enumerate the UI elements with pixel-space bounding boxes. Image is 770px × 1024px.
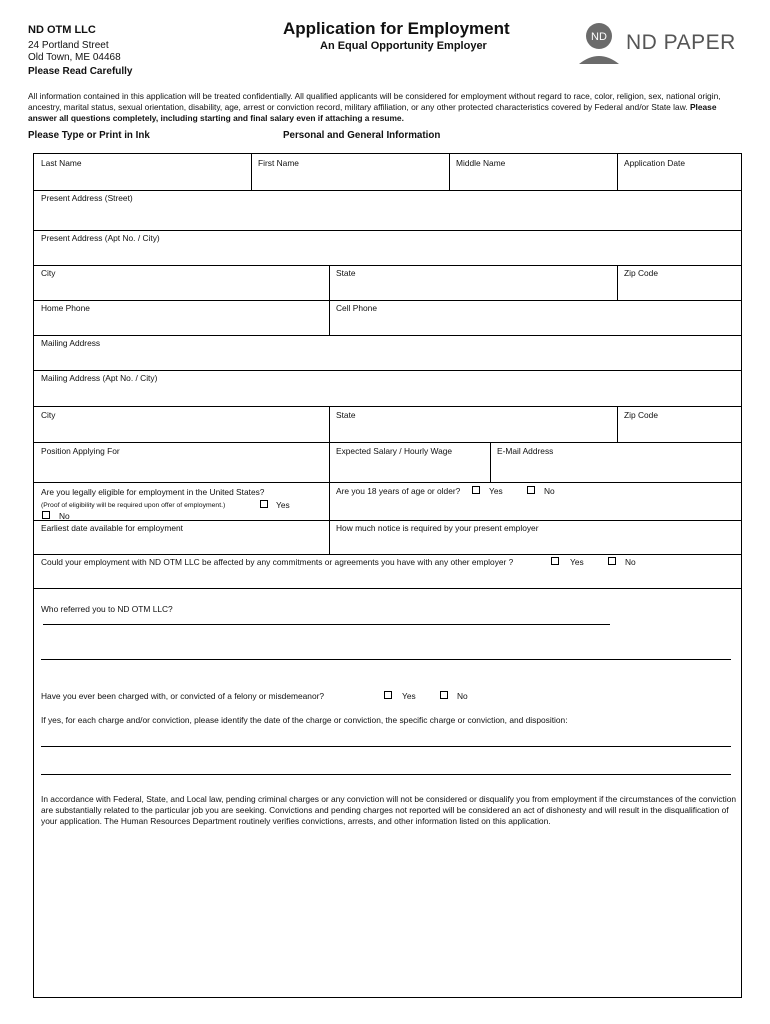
logo-mark-text: ND <box>591 31 607 43</box>
company-address-street: 24 Portland Street <box>28 40 109 51</box>
middle-name-label: Middle Name <box>456 158 506 168</box>
mailing-address-label: Mailing Address <box>41 338 101 348</box>
eligible-yes-label: Yes <box>276 500 290 510</box>
mailing-apt-label: Mailing Address (Apt No. / City) <box>41 373 158 383</box>
referred-line-1[interactable] <box>43 624 610 625</box>
eligible-no-checkbox[interactable] <box>42 511 50 519</box>
felony-followup: If yes, for each charge and/or conviction, please identify the date of the charge or conviction, the specific charge or conviction, and disposition: <box>41 715 568 725</box>
age-yes-checkbox[interactable] <box>472 486 480 494</box>
felony-yes-checkbox[interactable] <box>384 691 392 699</box>
commitments-no-checkbox[interactable] <box>608 557 616 565</box>
eligible-yes-checkbox[interactable] <box>260 500 268 508</box>
felony-no-label: No <box>457 691 468 701</box>
city-label: City <box>41 268 56 278</box>
document-subtitle: An Equal Opportunity Employer <box>320 40 487 52</box>
commitments-no-label: No <box>625 557 636 567</box>
intro-paragraph <box>28 91 740 124</box>
zip-label: Zip Code <box>624 268 658 278</box>
type-print-note: Please Type or Print in Ink <box>28 130 150 141</box>
last-name-label: Last Name <box>41 158 82 168</box>
felony-question: Have you ever been charged with, or convicted of a felony or misdemeanor? <box>41 691 325 701</box>
felony-no-checkbox[interactable] <box>440 691 448 699</box>
read-carefully-note: Please Read Carefully <box>28 66 133 77</box>
email-label: E-Mail Address <box>497 446 554 456</box>
commitments-question: Could your employment with ND OTM LLC be affected by any commitments or agreements you have with any other employer ? <box>41 557 514 567</box>
felony-details-line-1[interactable] <box>41 746 731 747</box>
present-street-label: Present Address (Street) <box>41 193 133 203</box>
eligible-no-label: No <box>59 511 70 521</box>
mailing-city-label: City <box>41 410 56 420</box>
logo-person-icon <box>578 22 620 64</box>
first-name-label: First Name <box>258 158 299 168</box>
mailing-state-label: State <box>336 410 356 420</box>
age-yes-label: Yes <box>489 486 503 496</box>
eligible-question: Are you legally eligible for employment in the United States? <box>41 487 265 497</box>
application-form <box>33 153 742 998</box>
state-label: State <box>336 268 356 278</box>
cell-phone-label: Cell Phone <box>336 303 377 313</box>
commitments-yes-checkbox[interactable] <box>551 557 559 565</box>
application-date-label: Application Date <box>624 158 685 168</box>
felony-yes-label: Yes <box>402 691 416 701</box>
legal-notice: In accordance with Federal, State, and Local law, pending criminal charges or any conviction will not be considered or disqualify you from employment if the circumstances of the conviction are substantially related to the particular job you are seeking. Convictions and pending charges not reported will be considered an act of dishonesty and will result in the disqualification of your application. The Human Resources Department routinely verifies convictions, arrests, and other information listed on this application. <box>41 794 737 826</box>
home-phone-label: Home Phone <box>41 303 90 313</box>
referred-line-2[interactable] <box>41 659 731 660</box>
intro-text: All information contained in this application will be treated confidentially. All qualified applicants will be considered for employment without regard to race, color, religion, sex, national origin, ancestry, marital status, sexual orientation, disability, age, arrest or conviction record, military affiliation, or any other protected characteristics covered by Federal and/or State law. <box>28 91 721 112</box>
referred-question: Who referred you to ND OTM LLC? <box>41 604 173 614</box>
age-no-label: No <box>544 486 555 496</box>
eligible-note: (Proof of eligibility will be required upon offer of employment.) <box>41 502 226 509</box>
logo-text: ND PAPER <box>626 31 736 54</box>
nd-paper-logo <box>578 22 738 66</box>
intro-bold-text: Please answer all questions completely, including starting and final salary even if attaching a resume. <box>28 102 717 123</box>
company-name: ND OTM LLC <box>28 24 96 36</box>
position-label: Position Applying For <box>41 446 120 456</box>
age-question: Are you 18 years of age or older? <box>336 486 461 496</box>
notice-required-label: How much notice is required by your present employer <box>336 523 539 533</box>
section-title: Personal and General Information <box>283 130 441 141</box>
mailing-zip-label: Zip Code <box>624 410 658 420</box>
present-apt-label: Present Address (Apt No. / City) <box>41 233 160 243</box>
earliest-date-label: Earliest date available for employment <box>41 523 183 533</box>
salary-label: Expected Salary / Hourly Wage <box>336 446 453 456</box>
age-no-checkbox[interactable] <box>527 486 535 494</box>
document-title: Application for Employment <box>283 19 510 38</box>
felony-details-line-2[interactable] <box>41 774 731 775</box>
commitments-yes-label: Yes <box>570 557 584 567</box>
company-address-city: Old Town, ME 04468 <box>28 52 121 63</box>
